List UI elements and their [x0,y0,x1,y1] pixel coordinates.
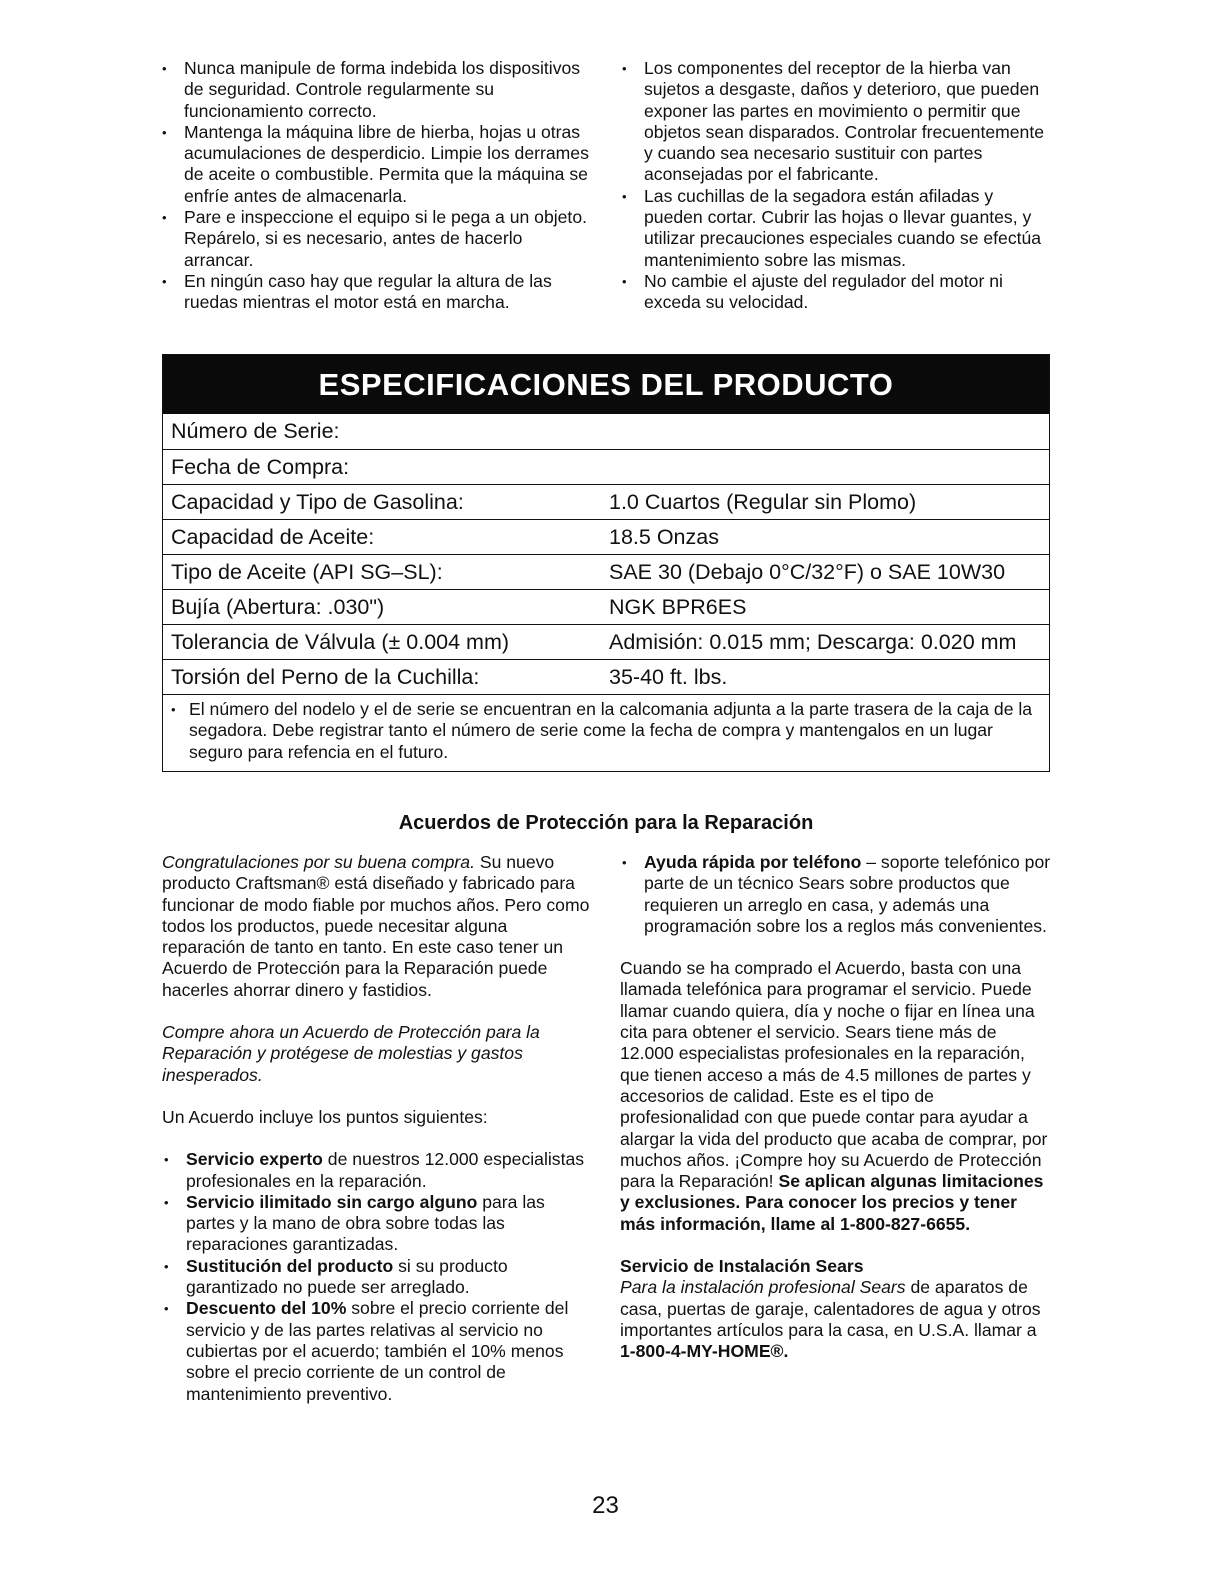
intro-paragraph [162,852,592,1001]
buy-now-paragraph: Compre ahora un Acuerdo de Protección para la Reparación y protégese de molestias y gastos inesperados. [162,1022,540,1085]
table-row [163,414,1049,449]
spec-label: Tolerancia de Válvula (± 0.004 mm) [171,630,510,654]
table-row [163,484,1049,519]
bottom-left-column [162,852,592,1405]
specs-title: ESPECIFICACIONES DEL PRODUCTO [163,355,1049,414]
spec-value: Admisión: 0.015 mm; Descarga: 0.020 mm [609,630,1017,654]
item-bold: Servicio ilimitado sin cargo alguno [186,1191,478,1212]
item-text: – soporte telefónico por parte de un técnico Sears sobre productos que requieren un arreglo en casa, y además una programación sobre los a reglos más convenientes. [644,852,1051,936]
spec-value: NGK BPR6ES [609,595,747,619]
item-bold: Sustitución del producto [186,1255,394,1276]
list-item: • No cambie el ajuste del regulador del motor ni exceda su velocidad. [620,271,1052,314]
list-item [162,1256,592,1299]
spec-label: Tipo de Aceite (API SG–SL): [171,560,443,584]
intro-text: Su nuevo producto Craftsman® está diseñado y fabricado para funcionar de modo fiable por muchos años. Pero como todos los productos, puede necesitar alguna reparación de tanto en tanto. En este caso tener un Acuerdo de Protección para la Reparación puede hacerles ahorrar dinero y fastidios. [162,852,590,1000]
specs-table [162,354,1050,772]
spec-value: 18.5 Onzas [609,525,719,549]
spec-label: Número de Serie: [171,419,340,443]
table-row [163,449,1049,484]
table-row [163,554,1049,589]
list-item [620,852,1052,937]
service-text: Cuando se ha comprado el Acuerdo, basta con una llamada telefónica para programar el servicio. Puede llamar cuando quiera, día y noche o fijar en línea una cita para obtener el servicio. Sears tiene más de 12.000 especialistas profesionales en la reparación, que tienen acceso a más de 4.5 millones de partes y accesorios de calidad. Este es el tipo de profesionalidad con que puede contar para ayudar a alargar la vida del producto que acaba de comprar, por muchos años. ¡Compre hoy su Acuerdo de Protección para la Reparación! [620,958,1048,1192]
list-item: • Los componentes del receptor de la hierba van sujetos a desgaste, daños y deterioro, que pueden exponer las partes en movimiento o permitir que objetos sean disparados. Controlar frecuentemente y cuando sea necesario sustituir con partes aconsejadas por el fabricante. [620,58,1052,186]
page-number: 23 [592,1492,619,1519]
item-text: de nuestros 12.000 especialistas profesionales en la reparación. [186,1149,585,1191]
spec-label: Bujía (Abertura: .030") [171,595,385,619]
list-item: • Pare e inspeccione el equipo si le pega a un objeto. Repárelo, si es necesario, antes de hacerlo arrancar. [160,207,592,271]
spec-value [609,450,1049,484]
item-text: sobre el precio corriente del servicio y de las partes relativas al servicio no cubiertas por el acuerdo; también el 10% menos sobre el precio corriente de un control de mantenimiento preventivo. [186,1298,569,1404]
spec-label: Fecha de Compra: [171,455,350,479]
spec-value: 1.0 Cuartos (Regular sin Plomo) [609,490,917,514]
spec-label: Capacidad y Tipo de Gasolina: [171,490,464,514]
install-text: de aparatos de casa, puertas de garaje, calentadores de agua y otros importantes artículos para la casa, en U.S.A. llamar a [620,1277,1041,1340]
table-row [163,589,1049,624]
install-title: Servicio de Instalación Sears [620,1256,864,1277]
top-right-column [620,58,1052,314]
section-heading: Acuerdos de Protección para la Reparación [398,812,814,834]
specs-note [163,694,1049,771]
spec-value: 35-40 ft. lbs. [609,665,728,689]
list-item [162,1298,592,1404]
list-item: • Mantenga la máquina libre de hierba, hojas u otras acumulaciones de desperdicio. Limpie los derrames de aceite o combustible. Permita que la máquina se enfríe antes de almacenarla. [160,122,592,207]
item-text: si su producto garantizado no puede ser arreglado. [186,1255,508,1298]
item-bold: Descuento del 10% [186,1298,347,1319]
includes-paragraph: Un Acuerdo incluye los puntos siguientes: [162,1106,488,1127]
spec-label: Capacidad de Aceite: [171,525,375,549]
item-bold: Ayuda rápida por teléfono [644,852,862,872]
item-bold: Servicio experto [186,1149,323,1170]
install-paragraph [620,1277,1052,1362]
bottom-right-column [620,852,1052,1363]
list-item: • En ningún caso hay que regular la altura de las ruedas mientras el motor está en marcha. [160,271,592,314]
install-italic: Para la instalación profesional Sears [620,1277,906,1298]
table-row [163,659,1049,694]
table-row [163,519,1049,554]
spec-value: SAE 30 (Debajo 0°C/32°F) o SAE 10W30 [609,560,1006,584]
limitations-text: Se aplican algunas limitaciones y exclusiones. Para conocer los precios y tener más información, llame al 1-800-827-6655. [620,1171,1044,1234]
list-item: • Las cuchillas de la segadora están afiladas y pueden cortar. Cubrir las hojas o llevar guantes, y utilizar precauciones especiales cuando se efectúa mantenimiento sobre las mismas. [620,186,1052,271]
list-item: • Nunca manipule de forma indebida los dispositivos de seguridad. Controle regularmente su funcionamiento correcto. [160,58,592,122]
note-text: • El número del nodelo y el de serie se encuentran en la calcomania adjunta a la parte trasera de la caja de la segadora. Debe registrar tanto el número de serie come la fecha de compra y mantengalos en un lugar seguro para refencia en el futuro. [169,699,1049,763]
top-left-column [160,58,592,314]
list-item [162,1149,592,1192]
spec-value [609,414,1049,449]
item-text: para las partes y la mano de obra sobre todas las reparaciones garantizadas. [186,1191,545,1255]
list-item [162,1192,592,1256]
service-paragraph [620,958,1052,1235]
install-phone: 1-800-4-MY-HOME®. [620,1341,789,1362]
spec-label: Torsión del Perno de la Cuchilla: [171,665,480,689]
table-row [163,624,1049,659]
intro-italic: Congratulaciones por su buena compra. [162,852,475,872]
